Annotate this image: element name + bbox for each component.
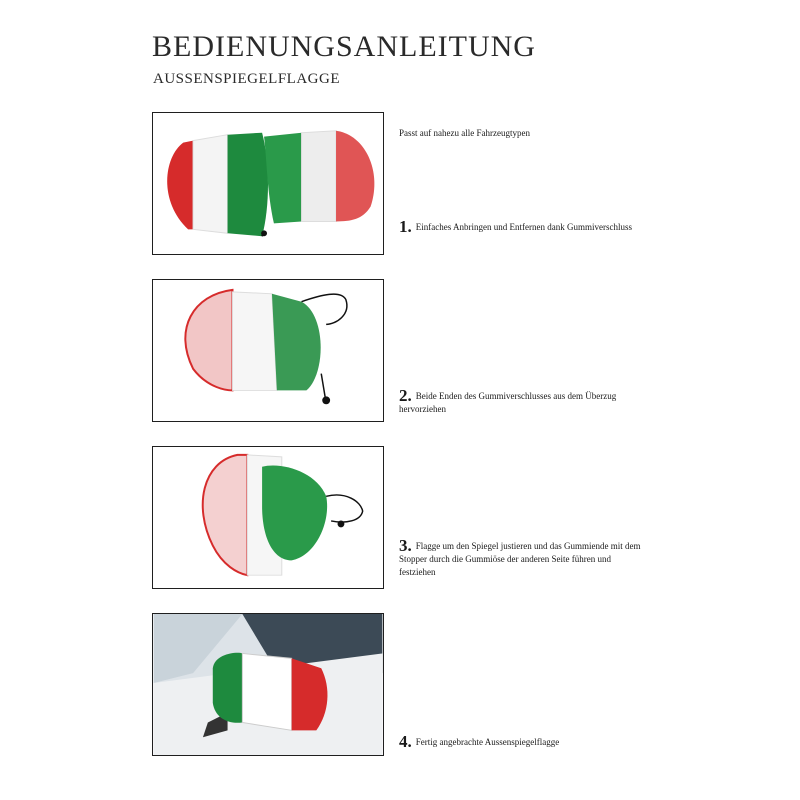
step-number: 4.	[399, 732, 412, 751]
page-title: BEDIENUNGSANLEITUNG	[152, 30, 536, 63]
flag-cover-adjust-photo	[153, 447, 383, 588]
photo-step-3	[152, 446, 384, 589]
step-text: Beide Enden des Gummiverschlusses aus dem Überzug hervorziehen	[399, 391, 617, 414]
step-2	[399, 386, 649, 416]
step-number: 3.	[399, 536, 412, 555]
step-text: Fertig angebrachte Aussenspiegelflagge	[415, 737, 560, 747]
page-subtitle: AUSSENSPIEGELFLAGGE	[153, 71, 341, 87]
flag-covers-photo	[153, 113, 383, 254]
step-text: Einfaches Anbringen und Entfernen dank Gummiverschluss	[415, 222, 632, 232]
photo-step-1	[152, 112, 384, 255]
step-4	[399, 732, 649, 751]
mounted-mirror-flag-photo	[153, 614, 383, 755]
step-number: 2.	[399, 386, 412, 405]
step-3	[399, 536, 649, 579]
step-number: 1.	[399, 217, 412, 236]
flag-cover-open-photo	[153, 280, 383, 421]
step-1	[399, 217, 649, 236]
step-text: Flagge um den Spiegel justieren und das Gummiende mit dem Stopper durch die Gummiöse der anderen Seite führen und festziehen	[399, 541, 641, 577]
photo-step-2	[152, 279, 384, 422]
compatibility-note: Passt auf nahezu alle Fahrzeugtypen	[399, 128, 530, 138]
photo-step-4	[152, 613, 384, 756]
